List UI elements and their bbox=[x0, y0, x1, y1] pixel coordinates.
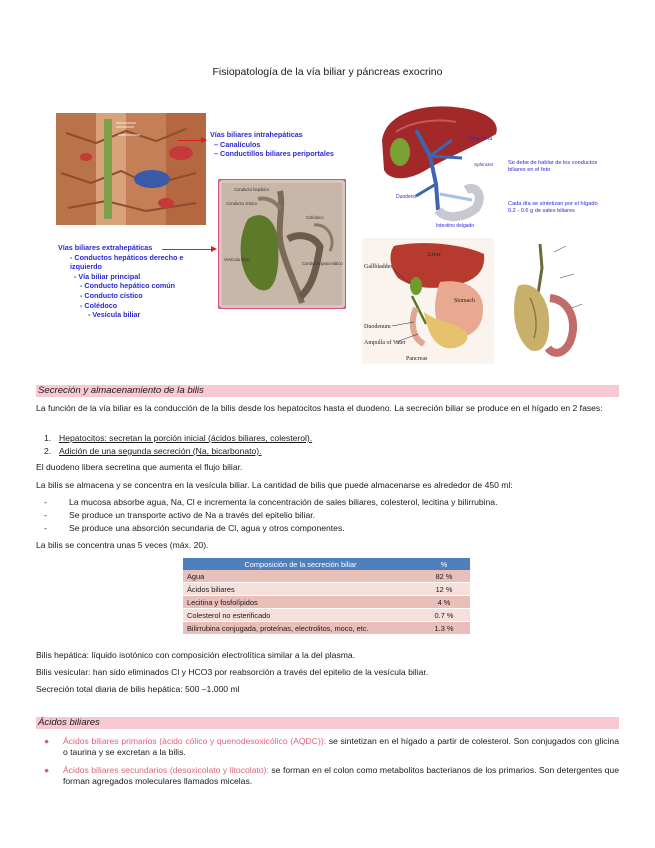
anatomy-label-pancreas: Pancreas bbox=[406, 356, 428, 362]
table-cell-name: Ácidos biliares bbox=[183, 583, 418, 596]
phase-number-2: 2. bbox=[44, 446, 52, 456]
composition-table bbox=[183, 558, 470, 635]
arrow-intrahepatic bbox=[178, 140, 202, 141]
photo-label-hepatic: Conducto hepático bbox=[234, 187, 269, 192]
section-heading-acidos: Ácidos biliares bbox=[36, 717, 619, 729]
anatomy-label-gallbladder: Gallbladder bbox=[364, 264, 393, 270]
intrahepatic-item-2: – Conductillos biliares periportales bbox=[214, 149, 334, 159]
bile-acid-highlight-1: Ácidos biliares primarios (ácido cólico y quenodesoxicólico (AQDC)): bbox=[63, 736, 327, 746]
paragraph-hepatic-bile: Bilis hepática: líquido isotónico con composición electrolítica similar a la del plasma. bbox=[36, 650, 356, 660]
bile-acid-text-1 bbox=[63, 736, 619, 758]
table-row bbox=[183, 609, 470, 622]
table-cell-name: Colesterol no esterificado bbox=[183, 609, 418, 622]
bullet-icon: ● bbox=[44, 765, 50, 775]
table-cell-value: 4 % bbox=[418, 596, 470, 609]
liver-note-2: Cada día se sintetizan por el hígado 0.2 - 0.6 g de sales biliares bbox=[508, 201, 598, 214]
table-row bbox=[183, 596, 470, 609]
table-cell-name: Agua bbox=[183, 570, 418, 583]
photo-label-cystic: Conducto cístico bbox=[226, 201, 257, 206]
bile-acid-highlight-2: Ácidos biliares secundarios (desoxicolato y litocolato): bbox=[63, 765, 269, 775]
intrahepatic-label bbox=[210, 130, 334, 159]
liver-label-intestine: Intestino delgado bbox=[436, 223, 475, 229]
table-cell-value: 1.3 % bbox=[418, 622, 470, 635]
gallbladder-anatomy-illustration bbox=[500, 238, 586, 364]
paragraph-vesicular-bile: Bilis vesicular: han sido eliminados Cl y HCO3 por reabsorción a través del epitelio de la vesícula biliar. bbox=[36, 667, 429, 677]
extrahepatic-item-1b: izquierdo bbox=[70, 262, 102, 272]
storage-item-2 bbox=[44, 510, 604, 521]
extrahepatic-item-1: - Conductos hepáticos derecho e bbox=[70, 252, 184, 262]
document-title: Fisiopatología de la vía biliar y páncreas exocrino bbox=[212, 66, 443, 78]
extrahepatic-item-5: - Colédoco bbox=[80, 300, 118, 310]
intrahepatic-item-2-text: Conductillos biliares periportales bbox=[220, 149, 334, 159]
intrahepatic-item-1-text: Canalículos bbox=[220, 139, 261, 149]
liver-stomach-pancreas-illustration bbox=[362, 238, 494, 364]
extrahepatic-item-4: - Conducto cístico bbox=[80, 290, 143, 300]
paragraph-daily-secretion: Secreción total diaria de bilis hepática: 500 –1.000 ml bbox=[36, 684, 240, 694]
paragraph-intro: La función de la vía biliar es la conducción de la bilis desde los hepatocitos hasta el duodeno. La secreción biliar se produce en el hígado en 2 fases: bbox=[36, 403, 603, 413]
arrow-extrahepatic-head bbox=[211, 246, 217, 252]
anatomy-label-stomach: Stomach bbox=[454, 298, 475, 304]
storage-dash-3: - bbox=[44, 523, 47, 533]
liver-label-duodeno: Duodeno bbox=[396, 194, 417, 200]
extrahepatic-label bbox=[58, 243, 183, 320]
extrahepatic-item-6: - Vesícula biliar bbox=[88, 310, 141, 320]
bile-acid-text-2 bbox=[63, 765, 619, 787]
gallbladder-photo bbox=[218, 179, 346, 309]
table-cell-value: 12 % bbox=[418, 583, 470, 596]
extrahepatic-item-3: - Conducto hepático común bbox=[80, 281, 176, 291]
bullet-icon: ● bbox=[44, 736, 50, 746]
storage-text-2: Se produce un transporte activo de Na a través del epitelio biliar. bbox=[69, 510, 316, 520]
arrow-intrahepatic-head bbox=[201, 137, 207, 143]
photo-label-gallbladder: Vesícula biliar bbox=[224, 257, 250, 262]
hepatic-lobule-illustration bbox=[56, 113, 206, 225]
table-row bbox=[183, 622, 470, 635]
paragraph-duodeno: El duodeno libera secretina que aumenta el flujo biliar. bbox=[36, 462, 243, 472]
paragraph-storage: La bilis se almacena y se concentra en la vesícula biliar. La cantidad de bilis que puede almacenarse es alrededor de 450 ml: bbox=[36, 480, 513, 490]
composition-header-row bbox=[183, 558, 470, 570]
photo-label-pancreatic: Conducto pancreático bbox=[302, 261, 343, 266]
storage-dash-2: - bbox=[44, 510, 47, 520]
table-cell-name: Lecitina y fosfolípidos bbox=[183, 596, 418, 609]
section-heading-secrecion: Secreción y almacenamiento de la bilis bbox=[36, 385, 619, 397]
liver-note-1: Se debe de hablar de los conductos biliares en el feto bbox=[508, 160, 598, 173]
phase-text-1: Hepatocitos: secretan la porción inicial (ácidos biliares, colesterol). bbox=[59, 433, 313, 443]
intrahepatic-heading: Vías biliares intrahepáticas bbox=[210, 130, 303, 139]
bile-acid-body-1: se sintetizan en el hígado a partir de colesterol. Son conjugados con glicina o taurina y se excretan a la bilis. bbox=[63, 736, 619, 758]
table-row bbox=[183, 583, 470, 596]
storage-item-1 bbox=[44, 497, 604, 508]
composition-header-percent: % bbox=[418, 558, 470, 570]
phase-number-1: 1. bbox=[44, 433, 52, 443]
anatomy-label-ampulla: Ampulla of Vater bbox=[364, 340, 406, 346]
bile-acid-item-2 bbox=[44, 765, 619, 789]
paragraph-concentration: La bilis se concentra unas 5 veces (máx. 20). bbox=[36, 540, 209, 550]
phase-item-1 bbox=[44, 433, 604, 444]
storage-item-3 bbox=[44, 523, 604, 534]
anatomy-label-liver: Liver bbox=[428, 252, 441, 258]
photo-label-choledochus: Colédoco bbox=[306, 215, 324, 220]
liver-label-sphincter: Sphincter bbox=[474, 162, 494, 167]
liver-biliary-tree-illustration bbox=[376, 100, 504, 232]
storage-text-3: Se produce una absorción secundaria de Cl, agua y otros componentes. bbox=[69, 523, 345, 533]
phase-item-2 bbox=[44, 446, 604, 457]
extrahepatic-heading: Vías biliares extrahepáticas bbox=[58, 243, 153, 252]
bile-acid-body-2: se forman en el colon como metabolitos bacterianos de los primarios. Son detergentes que forman agregados moleculares llamados micelas. bbox=[63, 765, 619, 787]
phase-text-2: Adición de una segunda secreción (Na, bicarbonato). bbox=[59, 446, 262, 456]
table-row bbox=[183, 570, 470, 583]
storage-text-1: La mucosa absorbe agua, Na, Cl e incrementa la concentración de sales biliares, colesterol, lecitina y bilirrubina. bbox=[69, 497, 498, 507]
table-cell-value: 82 % bbox=[418, 570, 470, 583]
storage-dash-1: - bbox=[44, 497, 47, 507]
composition-header-name: Composición de la secreción biliar bbox=[183, 558, 418, 570]
bile-acid-item-1 bbox=[44, 736, 619, 760]
liver-label-portal: Vena porta bbox=[468, 136, 493, 142]
anatomy-label-duodenum: Duodenum bbox=[364, 324, 391, 330]
extrahepatic-item-2: - Vía biliar principal bbox=[74, 271, 141, 281]
table-cell-value: 0.7 % bbox=[418, 609, 470, 622]
intrahepatic-item-1: – Canalículos bbox=[214, 139, 261, 149]
table-cell-name: Bilirrubina conjugada, proteínas, electrolitos, moco, etc. bbox=[183, 622, 418, 635]
